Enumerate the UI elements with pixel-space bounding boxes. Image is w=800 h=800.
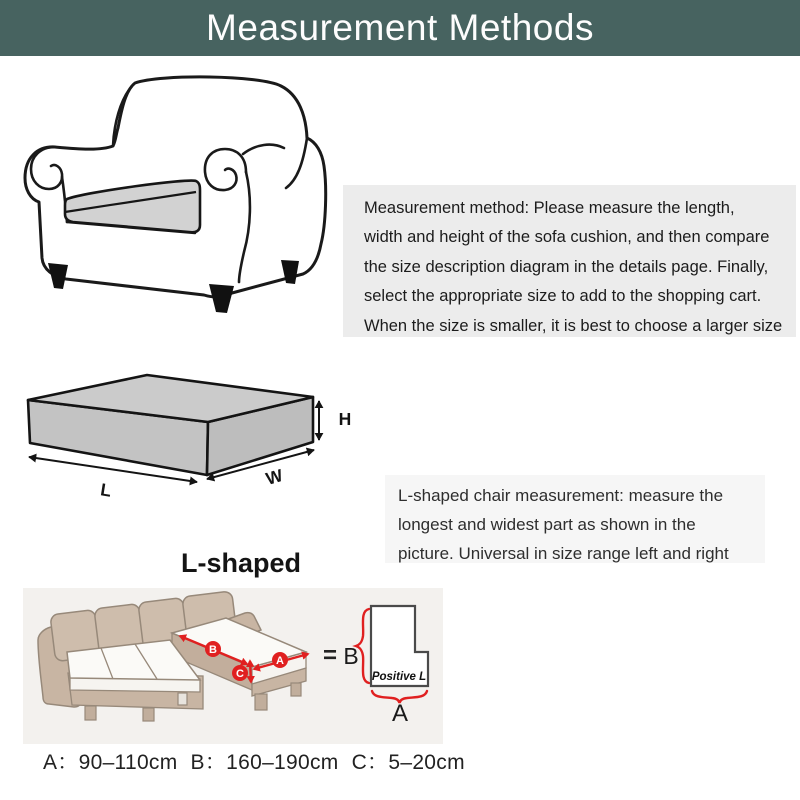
length-label: L <box>99 479 113 501</box>
arrow-a-label: A <box>276 655 284 667</box>
note-line: select the appropriate size to add to the shopping cart. <box>364 287 762 306</box>
armchair-illustration <box>10 72 350 322</box>
positive-l-caption: Positive L <box>371 671 427 683</box>
cushion-3d-illustration <box>15 368 360 503</box>
l-shaped-sofa-panel <box>23 588 443 744</box>
equals-sign: = <box>322 642 338 669</box>
arrow-c <box>250 661 251 682</box>
size-c: C：5–20cm <box>351 751 465 774</box>
height-label: H <box>338 409 352 429</box>
header-banner <box>0 0 800 56</box>
note-line: L-shaped chair measurement: measure the <box>398 486 724 505</box>
note-line: When the size is smaller, it is best to choose a larger size <box>364 316 783 335</box>
b-dimension-label: B <box>343 643 359 669</box>
note-line: the size description diagram in the details page. Finally, <box>364 257 769 276</box>
l-shaped-note <box>385 475 765 563</box>
l-shaped-sofa-illustration <box>23 588 443 744</box>
note-line: Measurement method: Please measure the length, <box>364 199 735 217</box>
measurement-note <box>343 185 796 337</box>
size-a: A：90–110cm <box>43 751 178 774</box>
l-shaped-title: L-shaped <box>180 548 301 578</box>
note-line: picture. Universal in size range left and right <box>398 544 729 563</box>
note-line: width and height of the sofa cushion, and then compare <box>364 228 770 247</box>
arrow-b-label: B <box>209 644 217 656</box>
arrow-c-label: C <box>236 668 244 680</box>
page-title: Measurement Methods <box>206 7 594 48</box>
size-b: B：160–190cm <box>190 751 339 774</box>
note-line: longest and widest part as shown in the <box>398 515 696 534</box>
width-label: W <box>263 465 285 489</box>
size-ranges <box>43 746 478 776</box>
a-dimension-label: A <box>391 700 409 727</box>
red-brace-left <box>356 609 369 683</box>
